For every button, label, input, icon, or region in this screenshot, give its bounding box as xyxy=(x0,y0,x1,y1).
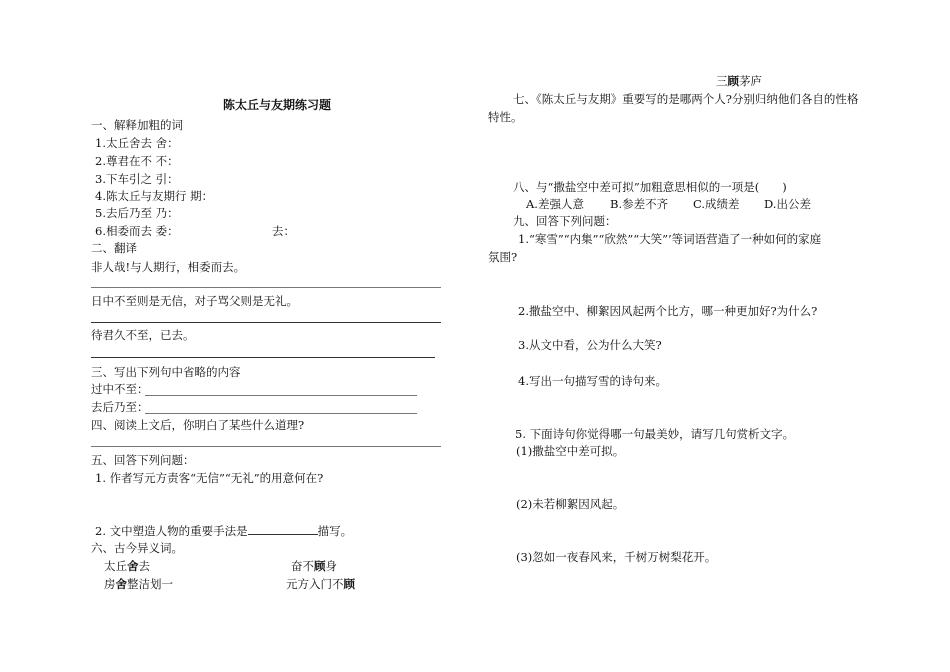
s6-word-2: 奋不顾身 xyxy=(291,559,337,573)
q5-heading: 5. 下面诗句你觉得哪一句最美妙，请写几句赏析文字。 xyxy=(515,427,795,441)
q8-option-c: C.成绩差 xyxy=(693,197,740,211)
s3-line-1: 过中不至： xyxy=(91,382,149,396)
s6-word-4: 元方入门不顾 xyxy=(286,577,355,591)
q9-sub4: 4.写出一句描写雪的诗句来。 xyxy=(518,374,667,388)
header-phrase: 三顾茅庐 xyxy=(716,74,762,88)
q7-line-1: 七、《陈太丘与友期》重要写的是哪两个人?分别归纳他们各自的性格 xyxy=(513,92,859,106)
q9-sub3: 3.从文中看，公为什么大笑? xyxy=(518,338,662,352)
s1-item-6: 6.相委而去 委： xyxy=(95,224,179,238)
section5-heading: 五、回答下列问题： xyxy=(91,453,195,467)
q8-option-b: B.参差不齐 xyxy=(610,197,669,211)
section3-heading: 三、写出下列句中省略的内容 xyxy=(91,365,241,379)
section1-heading: 一、解释加粗的词 xyxy=(91,118,183,132)
s1-item-1: 1.太丘舍去 舍： xyxy=(95,136,179,150)
s1-item-5: 5.去后乃至 乃： xyxy=(95,206,179,220)
section6-heading: 六、古今异义词。 xyxy=(91,541,183,555)
q5-item-3: (3)忽如一夜春风来，千树万树梨花开。 xyxy=(516,550,717,564)
q9-sub1-line2: 氛围? xyxy=(488,250,518,264)
section4-heading: 四、阅读上文后，你明白了某些什么道理? xyxy=(91,418,305,432)
s1-item-2: 2.尊君在不 不： xyxy=(95,154,179,168)
s2-sentence-2: 日中不至则是无信，对子骂父则是无礼。 xyxy=(91,294,298,308)
s5-question-1: 1. 作者写元方责客“无信”“无礼”的用意何在? xyxy=(95,471,324,485)
q7-line-2: 特性。 xyxy=(488,110,523,124)
q9-sub2: 2.撒盐空中、柳絮因风起两个比方，哪一种更加好?为什么? xyxy=(518,304,818,318)
s2-sentence-1: 非人哉!与人期行，相委而去。 xyxy=(91,260,246,274)
q5-item-2: (2)未若柳絮因风起。 xyxy=(516,497,625,511)
s1-item-4: 4.陈太丘与友期行 期： xyxy=(95,189,214,203)
s1-item-6-extra: 去： xyxy=(272,224,295,238)
s6-word-3: 房舍整洁划一 xyxy=(104,577,173,591)
answer-line xyxy=(91,322,441,323)
answer-line xyxy=(91,287,441,288)
section2-heading: 二、翻译 xyxy=(91,241,137,255)
worksheet-title: 陈太丘与友期练习题 xyxy=(223,98,332,112)
q5-item-1: (1)撒盐空中差可拟。 xyxy=(516,444,625,458)
answer-line xyxy=(145,395,417,396)
answer-line xyxy=(91,446,441,447)
q8-option-a: A.差强人意 xyxy=(526,197,584,211)
s1-item-3: 3.下车引之 引： xyxy=(95,172,179,186)
s3-line-2: 去后乃至： xyxy=(91,400,149,414)
q9-sub1-line1: 1.“寒雪”“内集”“欣然”“大笑”’等词语营造了一种如何的家庭 xyxy=(518,232,822,246)
answer-line xyxy=(145,413,417,414)
q9-heading: 九、回答下列问题： xyxy=(513,214,617,228)
s2-sentence-3: 待君久不至，已去。 xyxy=(91,328,195,342)
q8-option-d: D.出公差 xyxy=(764,197,811,211)
s5-question-2: 2. 文中塑造人物的重要手法是 描写。 xyxy=(95,524,353,538)
answer-line xyxy=(91,357,435,358)
q8-question: 八、与“撒盐空中差可拟”加粗意思相似的一项是( ) xyxy=(513,180,787,194)
s6-word-1: 太丘舍去 xyxy=(104,559,150,573)
